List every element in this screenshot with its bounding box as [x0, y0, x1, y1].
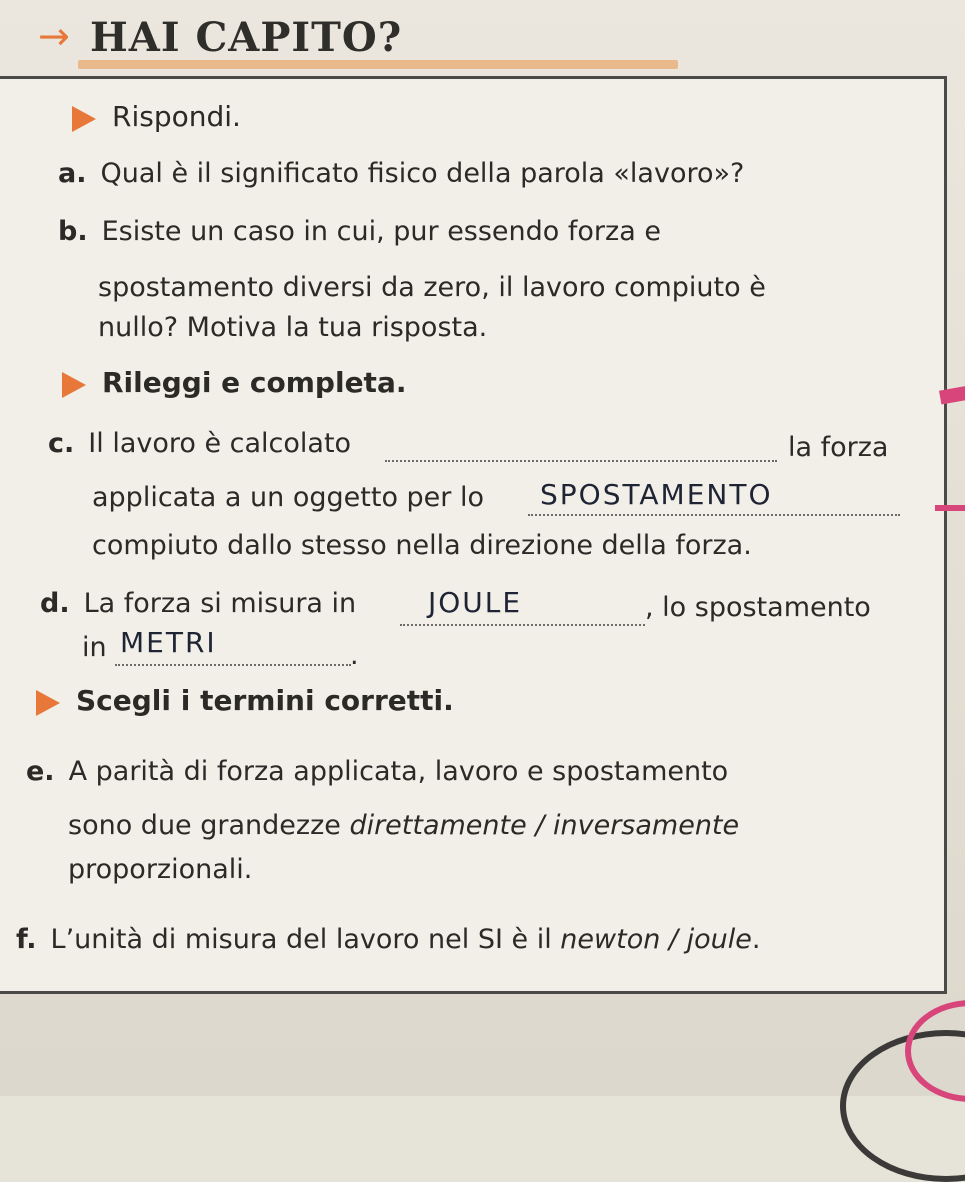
handwritten-answer-c: SPOSTAMENTO	[540, 478, 773, 511]
play-arrow-icon	[36, 690, 60, 716]
page-title: HAI CAPITO?	[90, 14, 403, 61]
item-letter: b.	[58, 216, 88, 247]
fill-blank-c1[interactable]	[385, 460, 777, 462]
item-letter: e.	[26, 756, 55, 787]
question-b-line1	[58, 216, 661, 247]
item-letter: d.	[40, 588, 70, 619]
question-e-line2	[68, 810, 739, 841]
choice-option-f[interactable]: newton / joule	[560, 924, 752, 955]
section-heading-rileggi: Rileggi e completa.	[102, 366, 407, 399]
play-arrow-icon	[72, 106, 96, 132]
question-c-line3: compiuto dallo stesso nella direzione della forza.	[92, 530, 752, 561]
question-d-end: .	[350, 640, 359, 671]
header	[38, 8, 638, 68]
handwritten-answer-d1: JOULE	[428, 586, 523, 619]
question-d-text-mid: , lo spostamento	[645, 592, 871, 623]
question-b-text: Esiste un caso in cui, pur essendo forza e	[101, 216, 661, 247]
question-e-line3: proporzionali.	[68, 854, 253, 885]
question-c-line2: applicata a un oggetto per lo	[92, 482, 485, 513]
handwritten-answer-d2: METRI	[120, 626, 217, 659]
play-arrow-icon	[62, 372, 86, 398]
question-b-line2: spostamento diversi da zero, il lavoro compiuto è	[98, 272, 766, 303]
question-a-text: Qual è il significato fisico della parola «lavoro»?	[100, 158, 745, 189]
decorative-stripe	[935, 505, 965, 511]
fill-blank-d1[interactable]	[400, 624, 645, 626]
question-e-text: A parità di forza applicata, lavoro e spostamento	[68, 756, 729, 787]
fill-blank-c2[interactable]	[528, 514, 900, 516]
question-c-line1	[48, 428, 351, 459]
question-b-line3: nullo? Motiva la tua risposta.	[98, 312, 488, 343]
section-heading-scegli: Scegli i termini corretti.	[76, 684, 454, 717]
question-c-text: Il lavoro è calcolato	[88, 428, 352, 459]
item-letter: c.	[48, 428, 75, 459]
item-letter: a.	[58, 158, 87, 189]
question-e-text: sono due grandezze	[68, 810, 350, 841]
arrow-icon: →	[38, 14, 70, 58]
question-f	[16, 924, 760, 955]
question-d-line2: in	[82, 632, 107, 663]
choice-option-e[interactable]: direttamente / inversamente	[349, 810, 740, 841]
question-e-line1	[26, 756, 728, 787]
question-a	[58, 158, 744, 189]
fill-blank-d2[interactable]	[115, 664, 351, 666]
question-d-line1	[40, 588, 356, 619]
title-highlight	[78, 60, 678, 69]
question-f-text: L’unità di misura del lavoro nel SI è il	[50, 924, 561, 955]
section-heading-rispondi: Rispondi.	[112, 100, 241, 133]
question-c-text-end: la forza	[788, 432, 889, 463]
question-d-text: La forza si misura in	[83, 588, 357, 619]
item-letter: f.	[16, 924, 37, 955]
question-f-end: .	[751, 924, 761, 955]
